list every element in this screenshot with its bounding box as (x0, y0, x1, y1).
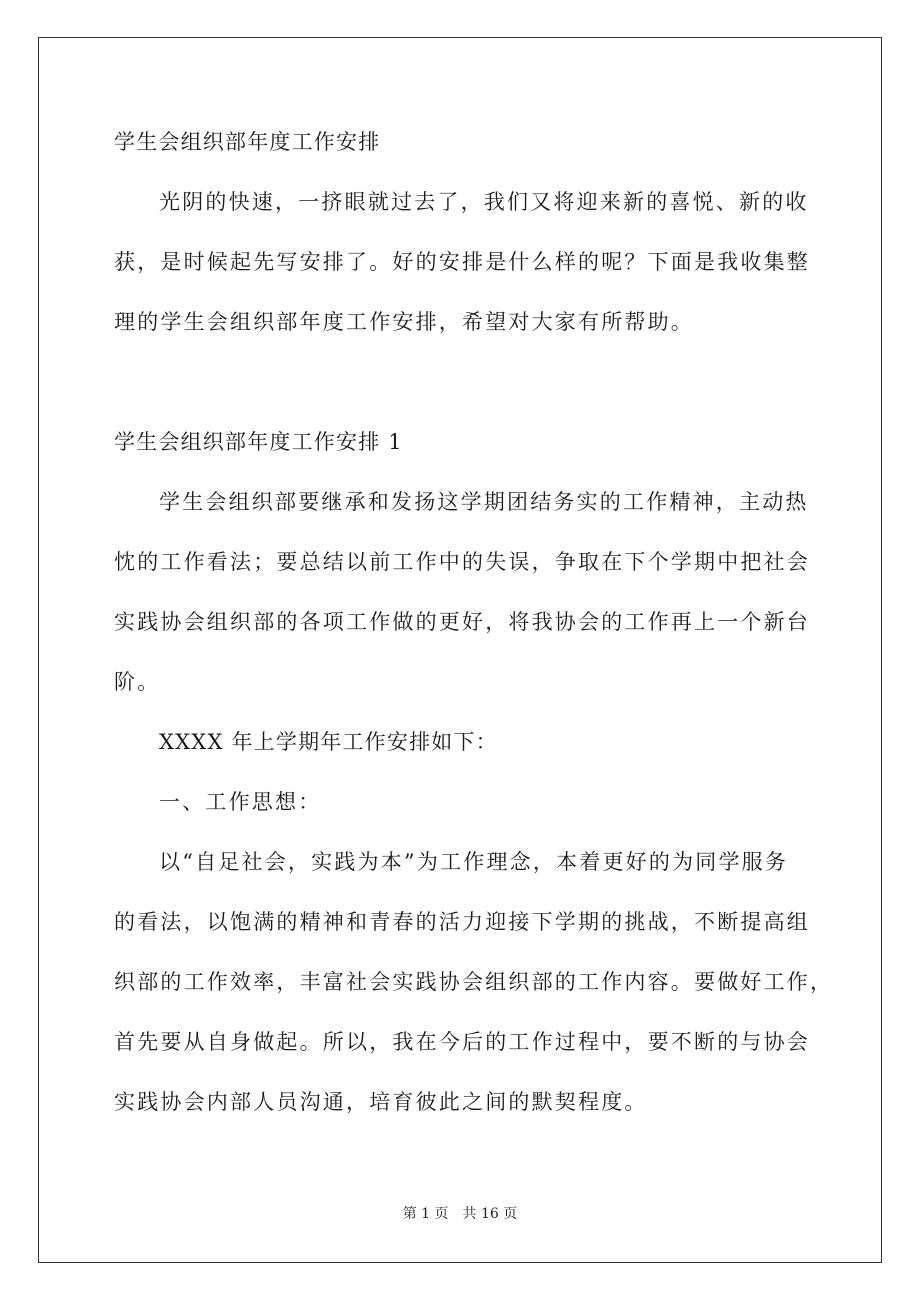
paragraph-line: 实践协会内部人员沟通，培育彼此之间的默契程度。 (114, 1090, 648, 1114)
page-total: 共 16 页 (462, 1206, 518, 1222)
paragraph-gap (114, 352, 826, 412)
paragraph-line: 学生会组织部要继承和发扬这学期团结务实的工作精神，主动热 (159, 490, 809, 514)
section-title: 学生会组织部年度工作安排 1 (114, 430, 403, 454)
page-footer (0, 1204, 920, 1224)
paragraph-line: 的看法，以饱满的精神和青春的活力迎接下学期的挑战，不断提高组 (114, 910, 810, 934)
paragraph-line: 忱的工作看法；要总结以前工作中的失误，争取在下个学期中把社会 (114, 550, 810, 574)
subheading: 一、工作思想： (159, 790, 322, 814)
paragraph-line: 织部的工作效率，丰富社会实践协会组织部的工作内容。要做好工作， (114, 970, 834, 994)
document-title: 学生会组织部年度工作安排 (114, 130, 381, 154)
document-body (114, 112, 834, 1132)
intro-line: 获，是时候起先写安排了。好的安排是什么样的呢？下面是我收集整 (114, 250, 810, 274)
paragraph-line: 实践协会组织部的各项工作做的更好，将我协会的工作再上一个新台 (114, 610, 810, 634)
intro-line: 光阴的快速，一挤眼就过去了，我们又将迎来新的喜悦、新的收 (159, 190, 809, 214)
page-number: 第 1 页 (402, 1206, 449, 1222)
paragraph-line: 以“自足社会，实践为本”为工作理念，本着更好的为同学服务 (159, 850, 789, 874)
paragraph-line: 首先要从自身做起。所以，我在今后的工作过程中，要不断的与协会 (114, 1030, 810, 1054)
paragraph-line: 阶。 (114, 670, 161, 694)
plan-intro: XXXX 年上学期年工作安排如下： (159, 730, 498, 754)
intro-line: 理的学生会组织部年度工作安排，希望对大家有所帮助。 (114, 310, 694, 334)
